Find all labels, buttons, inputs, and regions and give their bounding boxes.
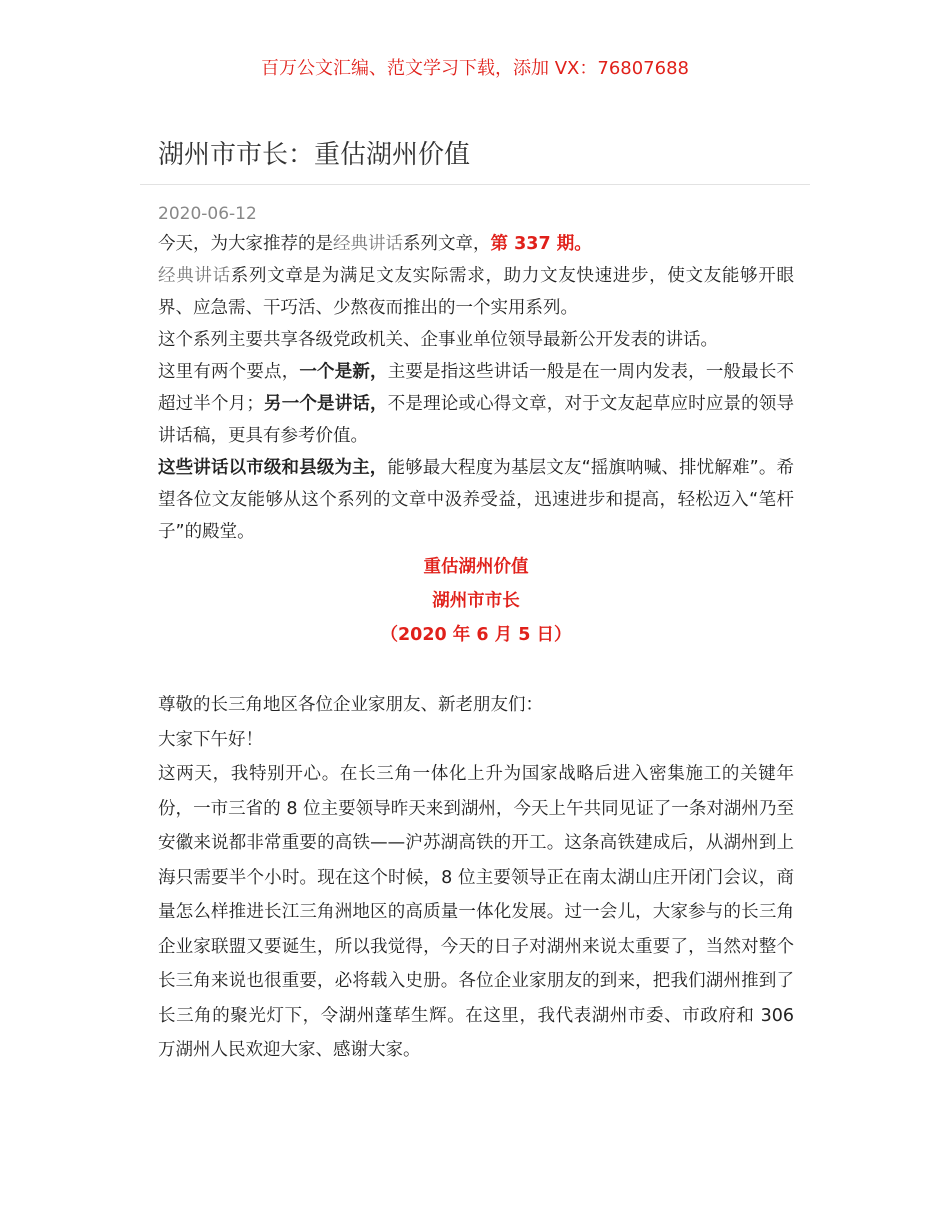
speech-heading bbox=[158, 550, 794, 652]
speech-speaker: 湖州市市长 bbox=[432, 591, 520, 611]
intro-paragraph-4 bbox=[158, 356, 794, 452]
intro-paragraph-2 bbox=[158, 260, 794, 324]
speech-paragraph: 这两天，我特别开心。在长三角一体化上升为国家战略后进入密集施工的关键年份，一市三省的 8 位主要领导昨天来到湖州，今天上午共同见证了一条对湖州乃至安徽来说都非常重要的高铁——沪苏湖高铁的开工。这条高铁建成后，从湖州到上海只需要半个小时。现在这个时候，8 位主要领导正在南太湖山庄开闭门会议，商量怎么样推进长江三角洲地区的高质量一体化发展。过一会儿，大家参与的长三角企业家联盟又要诞生，所以我觉得，今天的日子对湖州来说太重要了，当然对整个长三角来说也很重要，必将载入史册。各位企业家朋友的到来，把我们湖州推到了长三角的聚光灯下，令湖州蓬荜生辉。在这里，我代表湖州市委、市政府和 306 万湖州人民欢迎大家、感谢大家。 bbox=[158, 764, 794, 1060]
intro-p4-text-e: 不是理论或心得文章，对于文友起草应时应景的领导讲话稿，更具有参考价值。 bbox=[158, 394, 795, 446]
promo-banner: 百万公文汇编、范文学习下载，添加 VX：76807688 bbox=[261, 58, 689, 79]
speech-greeting: 大家下午好！ bbox=[158, 729, 263, 750]
speech-salutation: 尊敬的长三角地区各位企业家朋友、新老朋友们： bbox=[158, 695, 543, 715]
intro-paragraph-3: 这个系列主要共享各级党政机关、企事业单位领导最新公开发表的讲话。 bbox=[158, 330, 718, 350]
intro-p4-text-a: 这里有两个要点， bbox=[158, 362, 300, 382]
intro-paragraph-5 bbox=[158, 452, 794, 548]
intro-p5-text: 能够最大程度为基层文友“摇旗呐喊、排忧解难”。希望各位文友能够从这个系列的文章中汲养受益，迅速进步和提高，轻松迈入“笔杆子”的殿堂。 bbox=[158, 458, 794, 542]
title-divider bbox=[140, 184, 810, 185]
series-name-2: 经典讲话 bbox=[158, 266, 231, 286]
speech-body bbox=[158, 688, 794, 1068]
publish-date: 2020-06-12 bbox=[158, 204, 257, 224]
intro-p1-text: 今天，为大家推荐的是 bbox=[158, 234, 333, 254]
intro-p4-text-c: 主要是指这些讲话一般是在一周内发表，一般最长不超过半个月； bbox=[158, 362, 795, 414]
speech-date: （2020 年 6 月 5 日） bbox=[380, 625, 572, 645]
issue-number: 第 337 期。 bbox=[490, 234, 592, 254]
series-name: 经典讲话 bbox=[333, 234, 403, 254]
intro-p4-bold-2: 另一个是讲话， bbox=[263, 394, 388, 414]
intro-p1-text-2: 系列文章， bbox=[403, 234, 491, 254]
intro-paragraph-1 bbox=[158, 228, 794, 260]
article-title: 湖州市市长：重估湖州价值 bbox=[158, 140, 471, 170]
intro-p5-bold: 这些讲话以市级和县级为主， bbox=[158, 458, 388, 478]
intro-p2-text: 系列文章是为满足文友实际需求，助力文友快速进步，使文友能够开眼界、应急需、干巧活、少熬夜而推出的一个实用系列。 bbox=[158, 266, 794, 318]
intro-p4-bold-1: 一个是新， bbox=[299, 362, 388, 382]
intro-section bbox=[158, 228, 794, 548]
speech-title: 重估湖州价值 bbox=[423, 557, 529, 577]
